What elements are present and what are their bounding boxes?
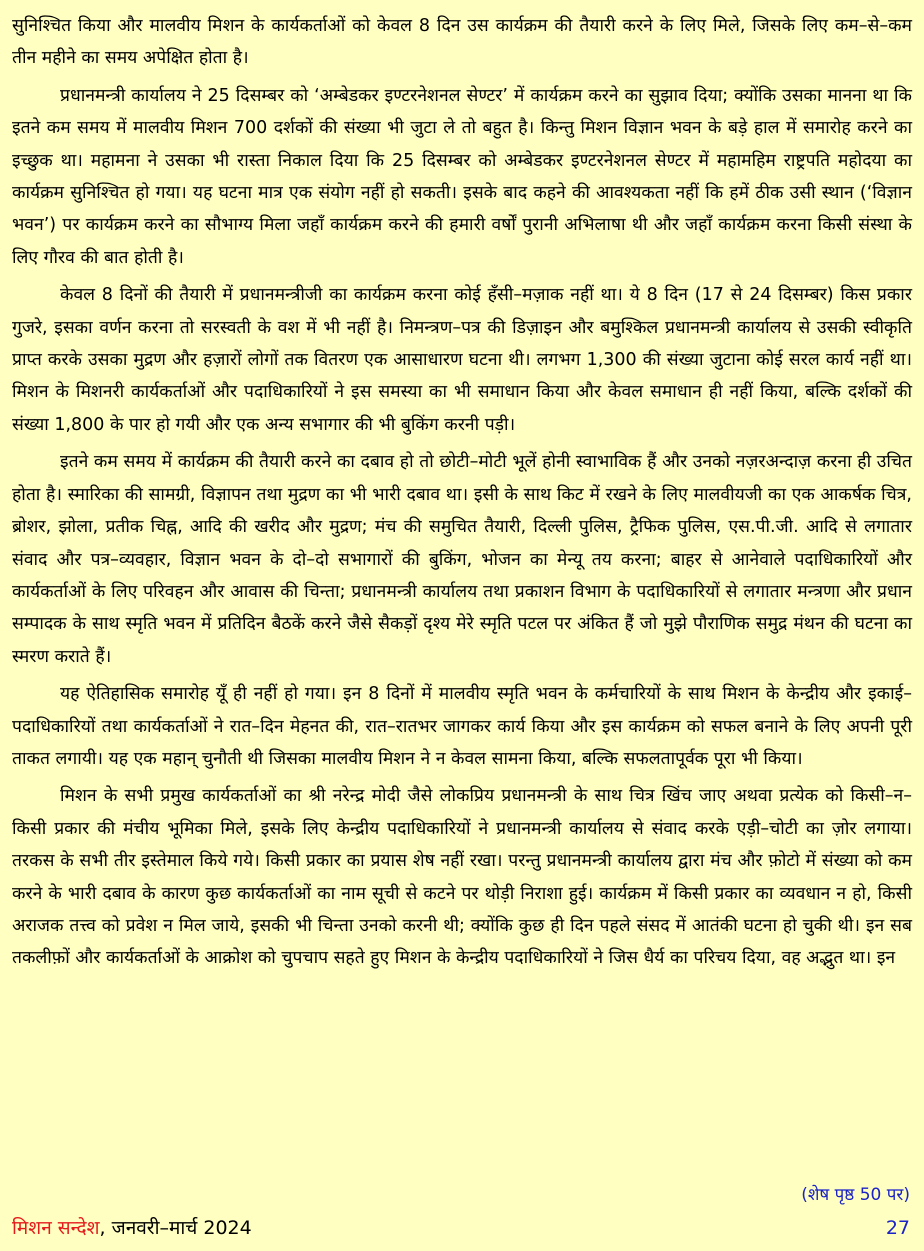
paragraph-workers: मिशन के सभी प्रमुख कार्यकर्ताओं का श्री नरेन्द्र मोदी जैसे लोकप्रिय प्रधानमन्त्री के साथ चित्र खिंच जाए अथवा प्रत्येक को किसी–न–किसी प्रकार की मंचीय भूमिका मिले, इसके लिए केन्द्रीय पदाधिकारियों ने प्रधानमन्त्री कार्यालय से संवाद करके एड़ी–चोटी का ज़ोर लगाया। तरकस के सभी तीर इस्तेमाल किये गये। किसी प्रकार का प्रयास शेष नहीं रखा। परन्तु प्रधानमन्त्री कार्यालय द्वारा मंच और फ़ोटो में संख्या को कम करने के भारी दबाव के कारण कुछ कार्यकर्ताओं का नाम सूची से कटने पर थोड़ी निराशा हुई। कार्यक्रम में किसी प्रकार का व्यवधान न हो, किसी अराजक तत्त्व को प्रवेश न मिल जाये, इसकी भी चिन्ता उनको करनी थी; क्योंकि कुछ ही दिन पहले संसद में आतंकी घटना हो चुकी थी। इन सब तकलीफ़ों और कार्यकर्ताओं के आक्रोश को चुपचाप सहते हुए मिशन के केन्द्रीय पदाधिकारियों ने जिस धैर्य का परिचय दिया, वह अद्भुत था। इन — [12, 786, 912, 969]
page-number: 27 — [885, 1217, 910, 1239]
paragraph-pmo-suggestion: प्रधानमन्त्री कार्यालय ने 25 दिसम्बर को ‘अम्बेडकर इण्टरनेशनल सेण्टर’ में कार्यक्रम करने का सुझाव दिया; क्योंकि उसका मानना था कि इतने कम समय में मालवीय मिशन 700 दर्शकों की संख्या भी जुटा ले तो बहुत है। किन्तु मिशन विज्ञान भवन के बड़े हाल में समारोह करने का इच्छुक था। महामना ने उसका भी रास्ता निकाल दिया कि 25 दिसम्बर को अम्बेडकर इण्टरनेशनल सेण्टर में महामहिम राष्ट्रपति महोदया का कार्यक्रम सुनिश्चित हो गया। यह घटना मात्र एक संयोग नहीं हो सकती। इसके बाद कहने की आवश्यकता नहीं कि हमें ठीक उसी स्थान (‘विज्ञान भवन’) पर कार्यक्रम करने का सौभाग्य मिला जहाँ कार्यक्रम करने की हमारी वर्षों पुरानी अभिलाषा थी और जहाँ कार्यक्रम करना किसी संस्था के लिए गौरव की बात होती है। — [12, 85, 912, 268]
paragraph-pressure: इतने कम समय में कार्यक्रम की तैयारी करने का दबाव हो तो छोटी–मोटी भूलें होनी स्वाभाविक हैं और उनको नज़रअन्दाज़ करना ही उचित होता है। स्मारिका की सामग्री, विज्ञापन तथा मुद्रण का भी भारी दबाव था। इसी के साथ किट में रखने के लिए मालवीयजी का एक आकर्षक चित्र, ब्रोशर, झोला, प्रतीक चिह्न, आदि की खरीद और मुद्रण; मंच की समुचित तैयारी, दिल्ली पुलिस, ट्रैफिक पुलिस, एस.पी.जी. आदि से लगातार संवाद और पत्र–व्यवहार, विज्ञान भवन के दो–दो सभागारों की बुकिंग, भोजन का मेन्यू तय करना; बाहर से आनेवाले पदाधिकारियों और कार्यकर्ताओं के लिए परिवहन और आवास की चिन्ता; प्रधानमन्त्री कार्यालय तथा प्रकाशन विभाग के पदाधिकारियों से लगातार मन्त्रणा और प्रधान सम्पादक के साथ स्मृति भवन में प्रतिदिन बैठकें करने जैसे सैकड़ों दृश्य मेरे स्मृति पटल पर अंकित हैं जो मुझे पौराणिक समुद्र मंथन की घटना का स्मरण कराते हैं। — [12, 452, 912, 667]
continued-on-page-note: (शेष पृष्ठ 50 पर) — [801, 1185, 910, 1205]
paragraph-eight-days: केवल 8 दिनों की तैयारी में प्रधानमन्त्रीजी का कार्यक्रम करना कोई हँसी–मज़ाक नहीं था। ये 8 दिन (17 से 24 दिसम्बर) किस प्रकार गुजरे, इसका वर्णन करना तो सरस्वती के वश में भी नहीं है। निमन्त्रण–पत्र की डिज़ाइन और बमुश्किल प्रधानमन्त्री कार्यालय से उसकी स्वीकृति प्राप्त करके उसका मुद्रण और हज़ारों लोगों तक वितरण एक आसाधारण घटना थी। लगभग 1,300 की संख्या जुटाना कोई सरल कार्य नहीं था। मिशन के मिशनरी कार्यकर्ताओं और पदाधिकारियों ने इस समस्या का भी समाधान किया और केवल समाधान ही नहीं किया, बल्कि दर्शकों की संख्या 1,800 के पार हो गयी और एक अन्य सभागार की भी बुकिंग करनी पड़ी। — [12, 285, 912, 435]
paragraph-continuation: सुनिश्चित किया और मालवीय मिशन के कार्यकर्ताओं को केवल 8 दिन उस कार्यक्रम की तैयारी करने के लिए मिले, जिसके लिए कम–से–कम तीन महीने का समय अपेक्षित होता है। — [12, 16, 912, 69]
issue-date: , जनवरी–मार्च 2024 — [99, 1217, 252, 1239]
page-footer — [12, 1212, 910, 1244]
magazine-name: मिशन सन्देश — [12, 1217, 100, 1239]
paragraph-historic-event: यह ऐतिहासिक समारोह यूँ ही नहीं हो गया। इन 8 दिनों में मालवीय स्मृति भवन के कर्मचारियों के साथ मिशन के केन्द्रीय और इकाई–पदाधिकारियों तथा कार्यकर्ताओं ने रात–दिन मेहनत की, रात–रातभर जागकर कार्य किया और इस कार्यक्रम को सफल बनाने के लिए अपनी पूरी ताकत लगायी। यह एक महान् चुनौती थी जिसका मालवीय मिशन ने न केवल सामना किया, बल्कि सफलतापूर्वक पूरा भी किया। — [12, 684, 912, 769]
